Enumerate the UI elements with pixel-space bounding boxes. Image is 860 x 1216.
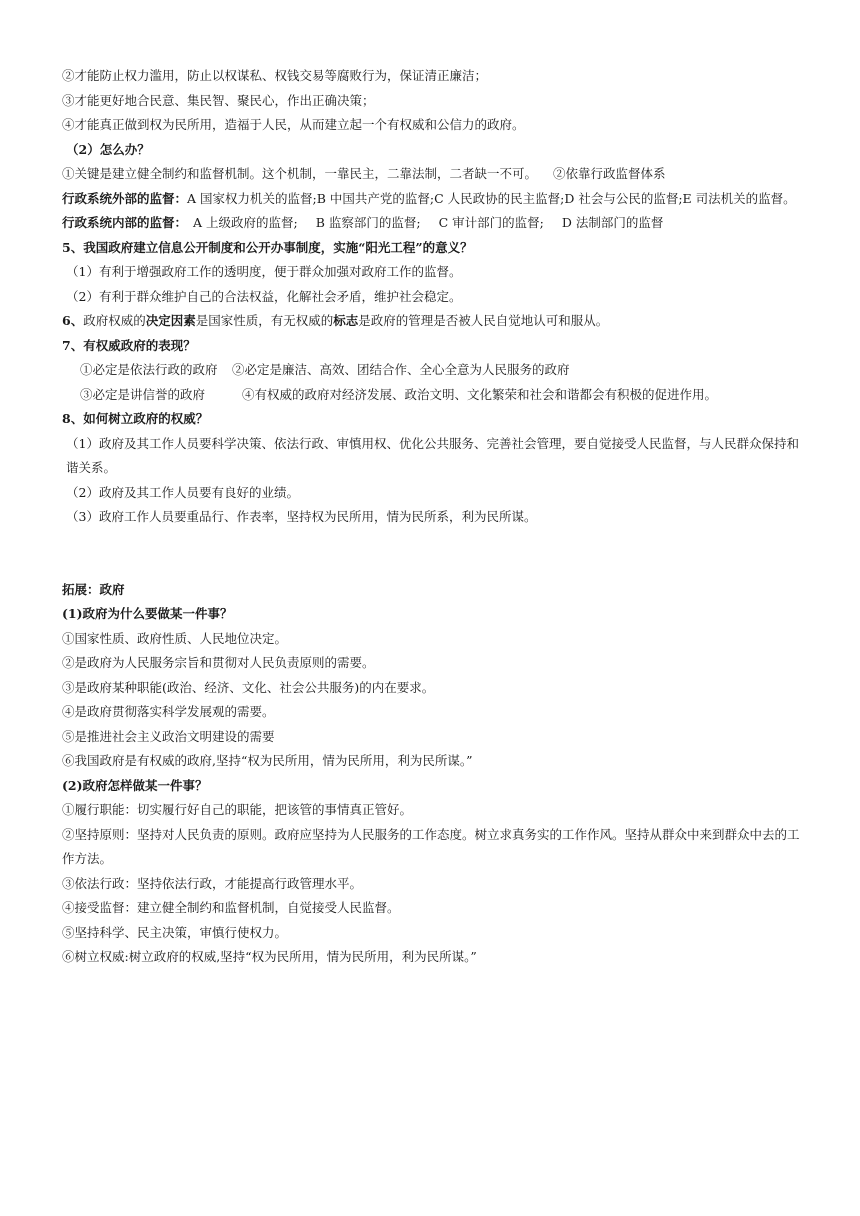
extension-q1-item: ②是政府为人民服务宗旨和贯彻对人民负责原则的需要。 (62, 655, 375, 670)
q7-point-4: ④有权威的政府对经济发展、政治文明、文化繁荣和社会和谐都会有积极的促进作用。 (242, 386, 718, 402)
q8-answer-3: （3）政府工作人员要重品行、作表率，坚持权为民所用，情为民所系，利为民所谋。 (66, 509, 537, 524)
q7-row-2 (62, 383, 806, 408)
q6-t4: 标志 (333, 313, 359, 328)
q8-answer-2: （2）政府及其工作人员要有良好的业绩。 (66, 484, 299, 500)
q7-row-1 (62, 358, 806, 383)
extension-q1: (1)政府为什么要做某一件事？ (62, 606, 233, 621)
document-body (62, 64, 806, 970)
extension-q2: (2)政府怎样做某一件事？ (62, 777, 208, 793)
q5-answer-1: （1）有利于增强政府工作的透明度，便于群众加强对政府工作的监督。 (66, 264, 462, 279)
q6-num: 6、 (62, 313, 84, 328)
section-gap (62, 530, 806, 578)
extension-q1-item: ③是政府某种职能(政治、经济、文化、社会公共服务)的内在要求。 (62, 679, 435, 695)
how-heading: （2）怎么办？ (66, 141, 150, 157)
internal-b: B 监察部门的监督; (315, 215, 421, 230)
external-label: 行政系统外部的监督： (62, 190, 188, 206)
how-item-1 (62, 162, 806, 187)
extension-q1-item: ④是政府贯彻落实科学发展观的需要。 (62, 704, 275, 719)
q6-statement (62, 309, 806, 334)
q6-t2: 决定因素 (145, 313, 196, 328)
extension-q2-item-4: ④接受监督：建立健全制约和监督机制，自觉接受人民监督。 (62, 900, 400, 915)
extension-title: 拓展：政府 (62, 581, 125, 597)
q8-heading: 8、如何树立政府的权威？ (62, 411, 209, 426)
internal-supervision (62, 211, 806, 236)
external-supervision (62, 187, 806, 212)
extension-q2-item-2: ②坚持原则：坚持对人民负责的原则。政府应坚持为人民服务的工作态度。树立求真务实的工作作风。坚持从群众中来到群众中去的工作方法。 (62, 826, 800, 866)
q7-point-3: ③必定是讲信誉的政府 (80, 386, 206, 402)
how-item-1b: ②依靠行政监督体系 (553, 166, 666, 181)
how-item-1a: ①关键是建立健全制约和监督机制。这个机制，一靠民主，二靠法制，二者缺一不可。 (62, 166, 538, 181)
why-item-3: ③才能更好地合民意、集民智、聚民心，作出正确决策； (62, 92, 375, 108)
q7-point-2: ②必定是廉洁、高效、团结合作、全心全意为人民服务的政府 (232, 362, 570, 377)
internal-label: 行政系统内部的监督： (62, 215, 188, 230)
extension-q2-item-5: ⑤坚持科学、民主决策，审慎行使权力。 (62, 924, 288, 940)
extension-q2-item-1: ①履行职能：切实履行好自己的职能，把该管的事情真正管好。 (62, 802, 413, 817)
q7-point-1: ①必定是依法行政的政府 (80, 362, 218, 377)
why-item-2: ②才能防止权力滥用，防止以权谋私、权钱交易等腐败行为，保证清正廉洁； (62, 68, 488, 83)
internal-d: D 法制部门的监督 (561, 215, 664, 230)
extension-q1-item: ⑤是推进社会主义政治文明建设的需要 (62, 728, 275, 744)
extension-q1-item: ⑥我国政府是有权威的政府,坚持“权为民所用，情为民所用，利为民所谋。” (62, 753, 473, 768)
q8-answer-1: （1）政府及其工作人员要科学决策、依法行政、审慎用权、优化公共服务、完善社会管理，要自觉接受人民监督，与人民群众保持和谐关系。 (66, 435, 799, 475)
extension-q2-item-3: ③依法行政：坚持依法行政，才能提高行政管理水平。 (62, 875, 363, 891)
q5-answer-2: （2）有利于群众维护自己的合法权益，化解社会矛盾，维护社会稳定。 (66, 288, 462, 304)
internal-a: A 上级政府的监督; (193, 215, 298, 230)
external-text: A 国家权力机关的监督;B 中国共产党的监督;C 人民政协的民主监督;D 社会与公民的监督;E 司法机关的监督。 (187, 190, 796, 206)
why-item-4: ④才能真正做到权为民所用，造福于人民，从而建立起一个有权威和公信力的政府。 (62, 117, 525, 132)
extension-q2-item-6: ⑥树立权威:树立政府的权威,坚持“权为民所用，情为民所用，利为民所谋。” (62, 949, 477, 964)
internal-c: C 审计部门的监督; (438, 215, 544, 230)
q7-heading: 7、有权威政府的表现？ (62, 337, 196, 353)
q6-t1: 政府权威的 (83, 313, 146, 328)
q6-t5: 是政府的管理是否被人民自觉地认可和服从。 (358, 313, 609, 328)
q5-heading: 5、我国政府建立信息公开制度和公开办事制度，实施“阳光工程”的意义？ (62, 239, 473, 255)
extension-q1-item: ①国家性质、政府性质、人民地位决定。 (62, 630, 288, 646)
q6-t3: 是国家性质，有无权威的 (195, 313, 334, 328)
